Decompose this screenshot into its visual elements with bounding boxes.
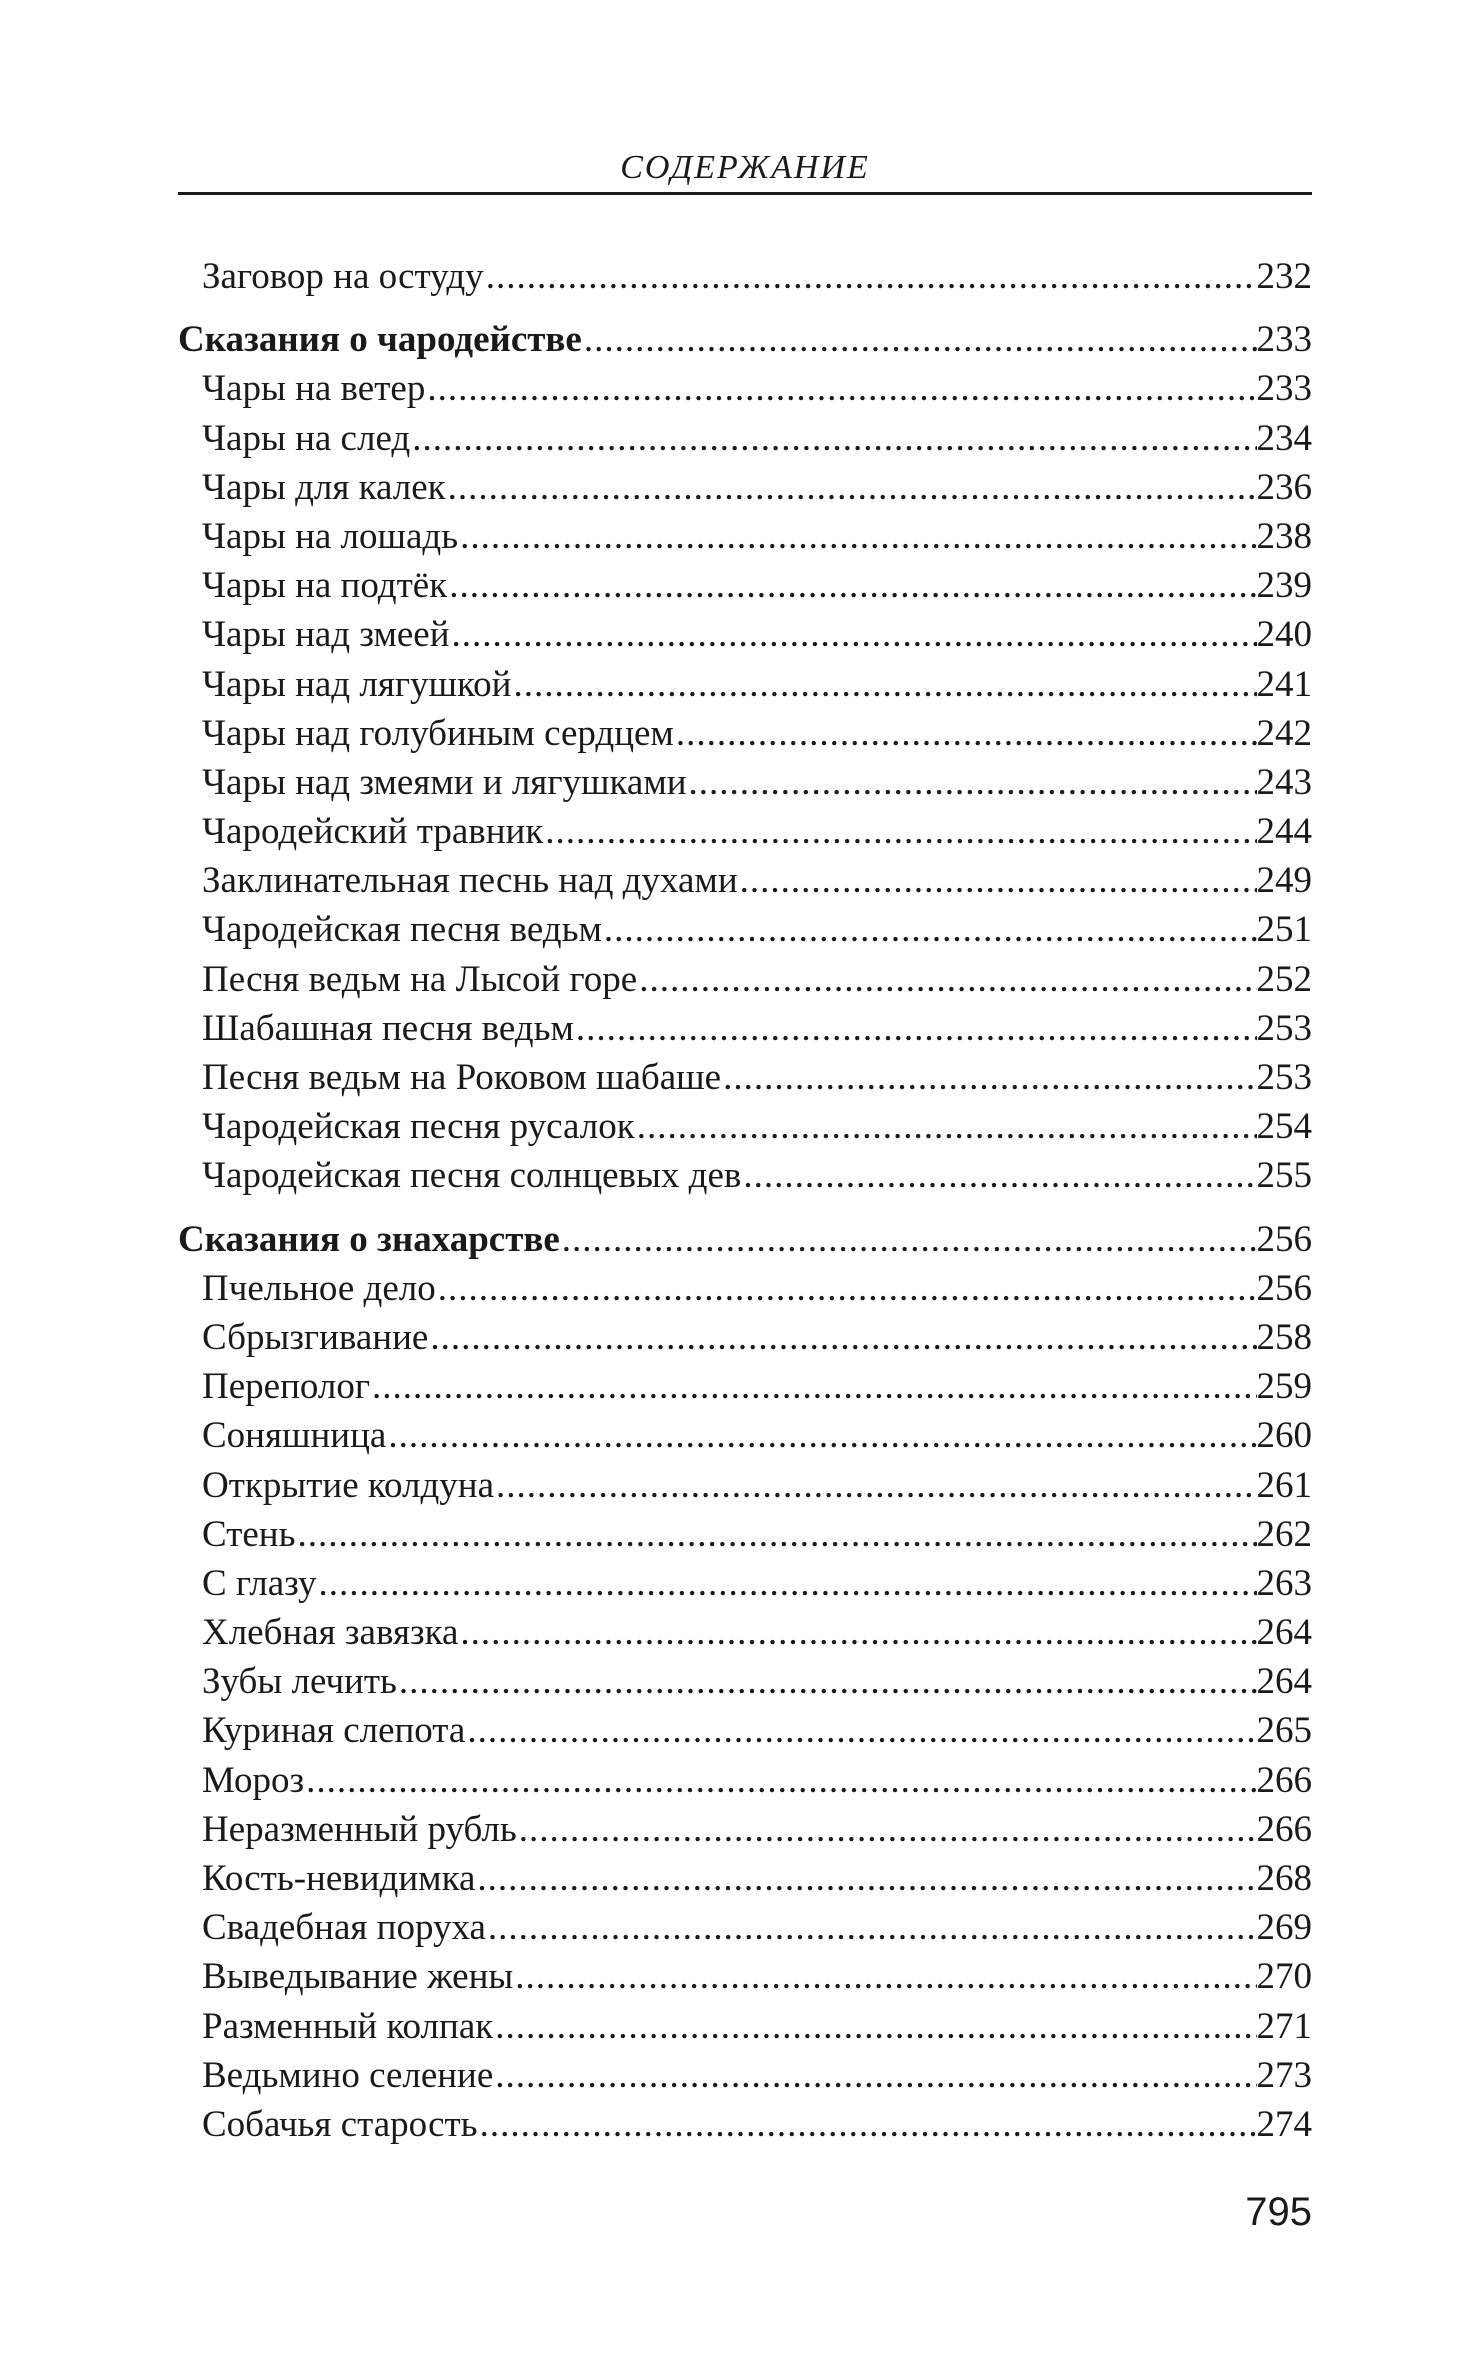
toc-entry [178,252,1312,301]
toc-entry [178,512,1312,561]
toc-entry-title: Зубы лечить [202,1661,397,1703]
toc-entry-page: 271 [1256,2005,1312,2047]
toc-entry [178,1362,1312,1411]
toc-entry [178,1756,1312,1805]
dot-leader [687,758,1257,807]
toc-entry-page: 254 [1256,1106,1312,1148]
toc-entry [178,1952,1312,2001]
toc-entry-title: Куриная слепота [202,1710,466,1752]
toc-entry-title: Сказания о чародействе [178,319,582,361]
dot-leader [674,709,1257,758]
toc-entry [178,1903,1312,1952]
dot-leader [425,364,1256,413]
toc-entry-title: Шабашная песня ведьм [202,1007,574,1049]
toc-entry-title: Выведывание жены [202,1956,514,1998]
dot-leader [738,856,1257,905]
toc-entry-title: Собачья старость [202,2103,478,2145]
dot-leader [447,561,1256,610]
toc-entry-page: 244 [1256,811,1312,853]
toc-entry [178,758,1312,807]
toc-entry-title: Открытие колдуна [202,1464,494,1506]
toc-entry-page: 251 [1256,909,1312,951]
dot-leader [436,1264,1257,1313]
toc-entry [178,2002,1312,2051]
toc-entry-page: 242 [1256,712,1312,754]
toc-entry [178,905,1312,954]
toc-entry-title: Чары для калек [202,466,446,508]
toc-entry-title: Чары над змеями и лягушками [202,761,687,803]
toc-entry [178,1102,1312,1151]
dot-leader [602,905,1257,954]
toc-section-heading [178,1215,1312,1264]
toc-entry-page: 260 [1256,1415,1312,1457]
toc-entry [178,1151,1312,1200]
toc-entry-page: 261 [1256,1464,1312,1506]
toc-entry-page: 253 [1256,1057,1312,1098]
toc-entry-page: 255 [1256,1155,1312,1197]
toc-entry-title: Заговор на остуду [202,256,484,297]
toc-entry-title: Заклинательная песнь над духами [202,860,738,902]
toc-entry [178,856,1312,905]
dot-leader [450,610,1257,659]
toc-entry-page: 233 [1256,319,1312,361]
dot-leader [316,1559,1256,1608]
dot-leader [484,252,1257,301]
toc-entry [178,1706,1312,1755]
toc-entry-title: Разменный колпак [202,2005,494,2047]
toc-entry-page: 240 [1256,614,1312,656]
toc-entry [178,1657,1312,1706]
toc-entry [178,364,1312,413]
toc-entry-title: Чародейская песня русалок [202,1106,635,1148]
toc-entry [178,1559,1312,1608]
toc-entry-page: 268 [1256,1858,1312,1899]
toc-entry-title: Песня ведьм на Лысой горе [202,958,638,1000]
toc-entry [178,1608,1312,1657]
dot-leader [574,1004,1257,1053]
toc-entry-page: 264 [1256,1661,1312,1703]
toc-entry-title: Чародейский травник [202,811,544,853]
toc-entry [178,1313,1312,1362]
toc-entry [178,463,1312,512]
toc-entry-page: 239 [1256,565,1312,607]
toc-entry-title: Переполог [202,1366,371,1408]
toc-entry [178,660,1312,709]
dot-leader [721,1053,1256,1102]
dot-leader [458,1608,1256,1657]
toc-entry-title: Чары над змеей [202,614,450,656]
toc-entry [178,2100,1312,2149]
toc-entry-page: 262 [1256,1513,1312,1555]
toc-entry-page: 274 [1256,2103,1312,2145]
toc-entry [178,709,1312,758]
dot-leader [458,512,1256,561]
dot-leader [397,1657,1257,1706]
toc-entry-page: 243 [1256,761,1312,803]
dot-leader [635,1102,1257,1151]
toc-entry [178,610,1312,659]
toc-entry-title: С глазу [202,1562,317,1604]
toc-entry-title: Неразменный рубль [202,1808,517,1850]
toc-entry-title: Стень [202,1513,296,1555]
toc-entry-title: Чары на след [202,417,411,459]
toc-entry [178,561,1312,610]
dot-leader [493,2002,1256,2051]
toc-entry-page: 266 [1256,1759,1312,1801]
dot-leader [410,414,1256,463]
toc-entry-page: 241 [1256,663,1312,705]
toc-entry-title: Песня ведьм на Роковом шабаше [202,1057,722,1098]
dot-leader [494,1461,1257,1510]
toc-entry-page: 249 [1256,860,1312,902]
toc-entry [178,1411,1312,1460]
toc-entry-page: 232 [1256,256,1312,297]
toc-entry-title: Чары на ветер [202,368,426,410]
header-rule [178,192,1312,195]
dot-leader [741,1151,1256,1200]
dot-leader [543,807,1256,856]
toc-entry-title: Кость-невидимка [202,1858,476,1899]
dot-leader [304,1756,1256,1805]
toc-entry [178,1805,1312,1854]
toc-entry-title: Чары на лошадь [202,515,459,557]
toc-entry-title: Чары над голубиным сердцем [202,712,674,754]
toc-entry-title: Чародейская песня ведьм [202,909,602,951]
dot-leader [465,1706,1256,1755]
dot-leader [511,660,1256,709]
dot-leader [582,315,1257,364]
dot-leader [493,2051,1256,2100]
toc-entry-title: Хлебная завязка [202,1612,459,1654]
dot-leader [513,1952,1256,2001]
toc-entry-page: 273 [1256,2054,1312,2096]
toc-entry-title: Пчельное дело [202,1267,436,1309]
toc-entry-page: 236 [1256,466,1312,508]
toc-entry-title: Чародейская песня солнцевых дев [202,1155,742,1197]
dot-leader [517,1805,1257,1854]
toc-entry-page: 269 [1256,1907,1312,1949]
dot-leader [560,1215,1257,1264]
toc-entry-page: 264 [1256,1612,1312,1654]
dot-leader [637,955,1256,1004]
toc-entry-title: Свадебная поруха [202,1907,486,1949]
toc-entry-page: 233 [1256,368,1312,410]
toc-entry-page: 238 [1256,515,1312,557]
dot-leader [478,2100,1257,2149]
toc-section-heading [178,315,1312,364]
toc-entry-page: 258 [1256,1316,1312,1358]
toc-entry [178,1053,1312,1102]
toc-entry-page: 265 [1256,1710,1312,1752]
toc-entry [178,2051,1312,2100]
toc-entry-title: Ведьмино селение [202,2054,494,2096]
toc-entry-page: 263 [1256,1562,1312,1604]
toc-entry-page: 253 [1256,1007,1312,1049]
toc-entry-page: 234 [1256,417,1312,459]
toc-entry-page: 259 [1256,1366,1312,1408]
dot-leader [428,1313,1256,1362]
toc-entry [178,1004,1312,1053]
toc-entry-title: Мороз [202,1759,305,1801]
toc-entry-page: 256 [1256,1218,1312,1260]
toc-entry [178,1461,1312,1510]
toc-entry-page: 252 [1256,958,1312,1000]
toc-entry-title: Сказания о знахарстве [178,1218,560,1260]
toc-entry [178,807,1312,856]
running-header: СОДЕРЖАНИЕ [620,149,870,186]
toc-entry [178,1510,1312,1559]
toc-entry-page: 256 [1256,1267,1312,1309]
toc-entry-title: Чары над лягушкой [202,663,512,705]
dot-leader [486,1903,1257,1952]
toc-entry [178,414,1312,463]
dot-leader [475,1854,1256,1903]
toc-entry-title: Чары на подтёк [202,565,448,607]
dot-leader [295,1510,1256,1559]
toc-entry [178,1264,1312,1313]
toc-entry [178,1854,1312,1903]
toc-entry-title: Сбрызгивание [202,1316,429,1358]
dot-leader [370,1362,1256,1411]
dot-leader [446,463,1257,512]
page-number: 795 [1245,2190,1312,2234]
toc-entry-page: 270 [1256,1956,1312,1998]
dot-leader [386,1411,1256,1460]
toc-entry-page: 266 [1256,1808,1312,1850]
toc-entry-title: Соняшница [202,1415,387,1457]
table-of-contents [178,252,1312,2149]
toc-entry [178,955,1312,1004]
